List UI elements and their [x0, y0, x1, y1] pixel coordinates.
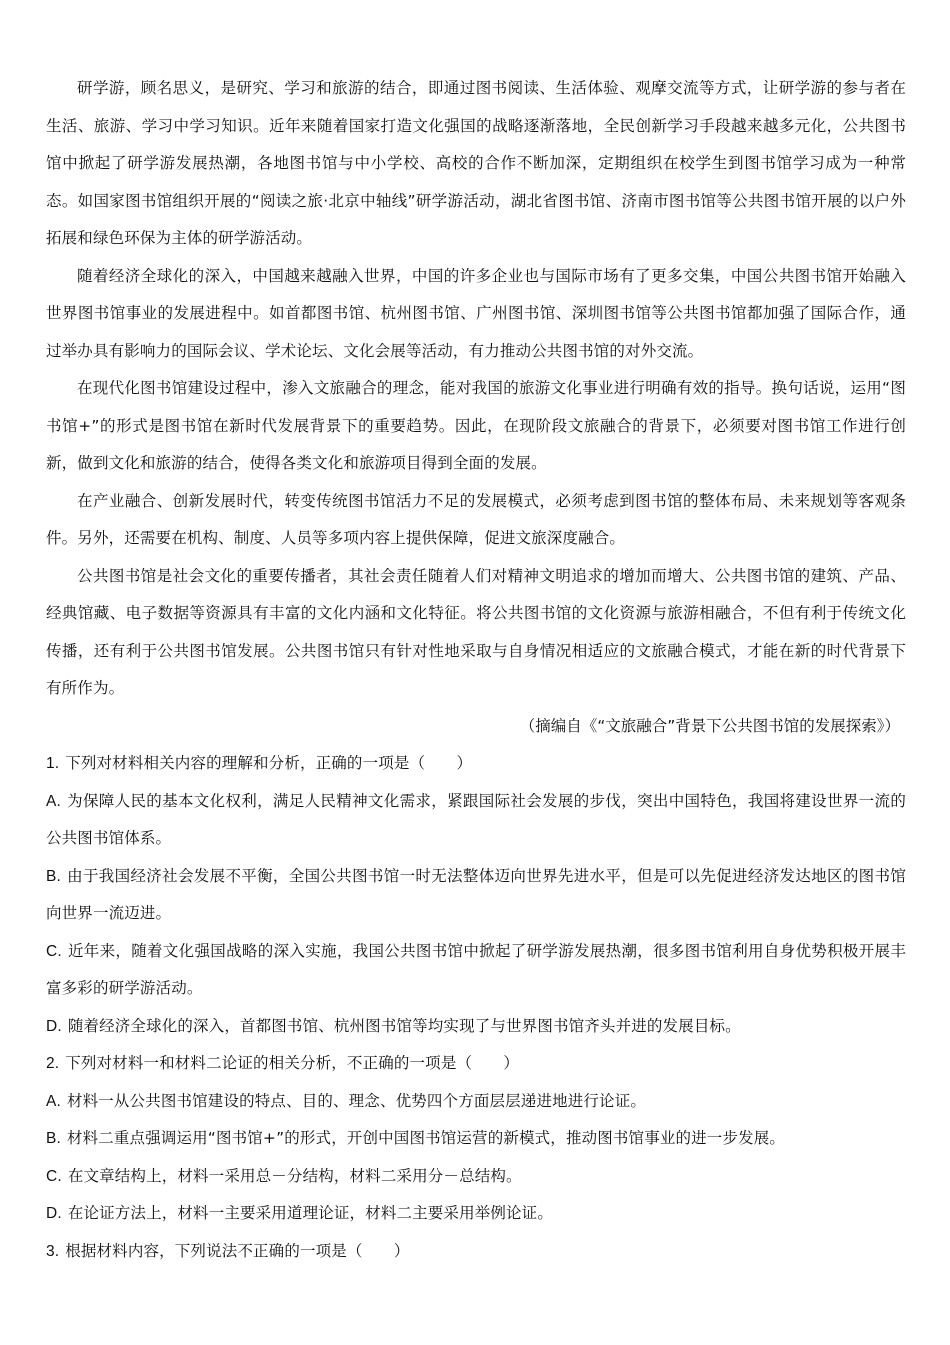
option-label: A. — [46, 792, 61, 810]
option-text: 近年来，随着文化强国战略的深入实施，我国公共图书馆中掀起了研学游发展热潮，很多图书馆利用自身优势积极开展丰富多彩的研学游活动。 — [46, 941, 906, 997]
question-stem-text: 下列对材料相关内容的理解和分析，正确的一项是（ ） — [65, 754, 473, 772]
question-number: 3. — [46, 1242, 60, 1260]
option-label: C. — [46, 1167, 62, 1185]
option-d — [46, 1195, 906, 1233]
passage — [46, 70, 906, 745]
option-text: 在文章结构上，材料一采用总－分结构，材料二采用分－总结构。 — [67, 1166, 522, 1185]
passage-paragraph: 随着经济全球化的深入，中国越来越融入世界，中国的许多企业也与国际市场有了更多交集，中国公共图书馆开始融入世界图书馆事业的发展进程中。如首都图书馆、杭州图书馆、广州图书馆、深圳图书馆等公共图书馆都加强了国际合作，通过举办具有影响力的国际会议、学术论坛、文化会展等活动，有力推动公共图书馆的对外交流。 — [46, 266, 906, 360]
question-number: 2. — [46, 1055, 60, 1072]
question-stem-text: 根据材料内容，下列说法不正确的一项是（ ） — [65, 1241, 410, 1260]
document-page — [46, 70, 906, 1270]
option-c — [46, 1158, 906, 1196]
option-text: 随着经济全球化的深入，首都图书馆、杭州图书馆等均实现了与世界图书馆齐头并进的发展目标。 — [67, 1016, 741, 1035]
option-text: 由于我国经济社会发展不平衡，全国公共图书馆一时无法整体迈向世界先进水平，但是可以先促进经济发达地区的图书馆向世界一流迈进。 — [46, 866, 906, 922]
question-1 — [46, 745, 906, 1045]
passage-paragraph: 公共图书馆是社会文化的重要传播者，其社会责任随着人们对精神文明追求的增加而增大、公共图书馆的建筑、产品、经典馆藏、电子数据等资源具有丰富的文化内涵和文化特征。将公共图书馆的文化资源与旅游相融合，不但有利于传统文化传播，还有利于公共图书馆发展。公共图书馆只有针对性地采取与自身情况相适应的文旅融合模式，才能在新的时代背景下有所作为。 — [46, 566, 906, 697]
option-label: C. — [46, 942, 62, 960]
option-text: 为保障人民的基本文化权利，满足人民精神文化需求，紧跟国际社会发展的步伐，突出中国特色，我国将建设世界一流的公共图书馆体系。 — [46, 791, 906, 847]
question-3 — [46, 1233, 906, 1271]
option-d — [46, 1008, 906, 1046]
option-c — [46, 933, 906, 1008]
option-label: B. — [46, 867, 61, 885]
passage-source: （摘编自《“文旅融合”背景下公共图书馆的发展探索》） — [519, 716, 900, 735]
option-text: 在论证方法上，材料一主要采用道理论证，材料二主要采用举例论证。 — [67, 1204, 553, 1222]
option-a — [46, 783, 906, 858]
passage-paragraph: 在产业融合、创新发展时代，转变传统图书馆活力不足的发展模式，必须考虑到图书馆的整体布局、未来规划等客观条件。另外，还需要在机构、制度、人员等多项内容上提供保障，促进文旅深度融合。 — [46, 491, 906, 547]
option-label: D. — [46, 1017, 62, 1035]
question-stem — [46, 1233, 906, 1271]
option-text: 材料一从公共图书馆建设的特点、目的、理念、优势四个方面层层递进地进行论证。 — [66, 1091, 647, 1110]
option-text: 材料二重点强调运用“图书馆+”的形式，开创中国图书馆运营的新模式，推动图书馆事业的进一步发展。 — [66, 1129, 786, 1147]
option-b — [46, 858, 906, 933]
option-b — [46, 1120, 906, 1158]
option-label: D. — [46, 1205, 62, 1222]
option-label: A. — [46, 1092, 61, 1110]
question-stem — [46, 745, 906, 783]
passage-paragraph: 研学游，顾名思义，是研究、学习和旅游的结合，即通过图书阅读、生活体验、观摩交流等方式，让研学游的参与者在生活、旅游、学习中学习知识。近年来随着国家打造文化强国的战略逐渐落地，全民创新学习手段越来越多元化，公共图书馆中掀起了研学游发展热潮，各地图书馆与中小学校、高校的合作不断加深，定期组织在校学生到图书馆学习成为一种常态。如国家图书馆组织开展的“阅读之旅·北京中轴线”研学游活动，湖北省图书馆、济南市图书馆等公共图书馆开展的以户外拓展和绿色环保为主体的研学游活动。 — [46, 79, 906, 247]
option-a — [46, 1083, 906, 1121]
question-stem-text: 下列对材料一和材料二论证的相关分析，不正确的一项是（ ） — [65, 1054, 520, 1072]
question-stem — [46, 1045, 906, 1083]
question-number: 1. — [46, 755, 60, 772]
passage-paragraph: 在现代化图书馆建设过程中，渗入文旅融合的理念，能对我国的旅游文化事业进行明确有效的指导。换句话说，运用“图书馆+”的形式是图书馆在新时代发展背景下的重要趋势。因此，在现阶段文旅融合的背景下，必须要对图书馆工作进行创新，做到文化和旅游的结合，使得各类文化和旅游项目得到全面的发展。 — [46, 379, 906, 472]
question-2 — [46, 1045, 906, 1233]
option-label: B. — [46, 1130, 61, 1147]
